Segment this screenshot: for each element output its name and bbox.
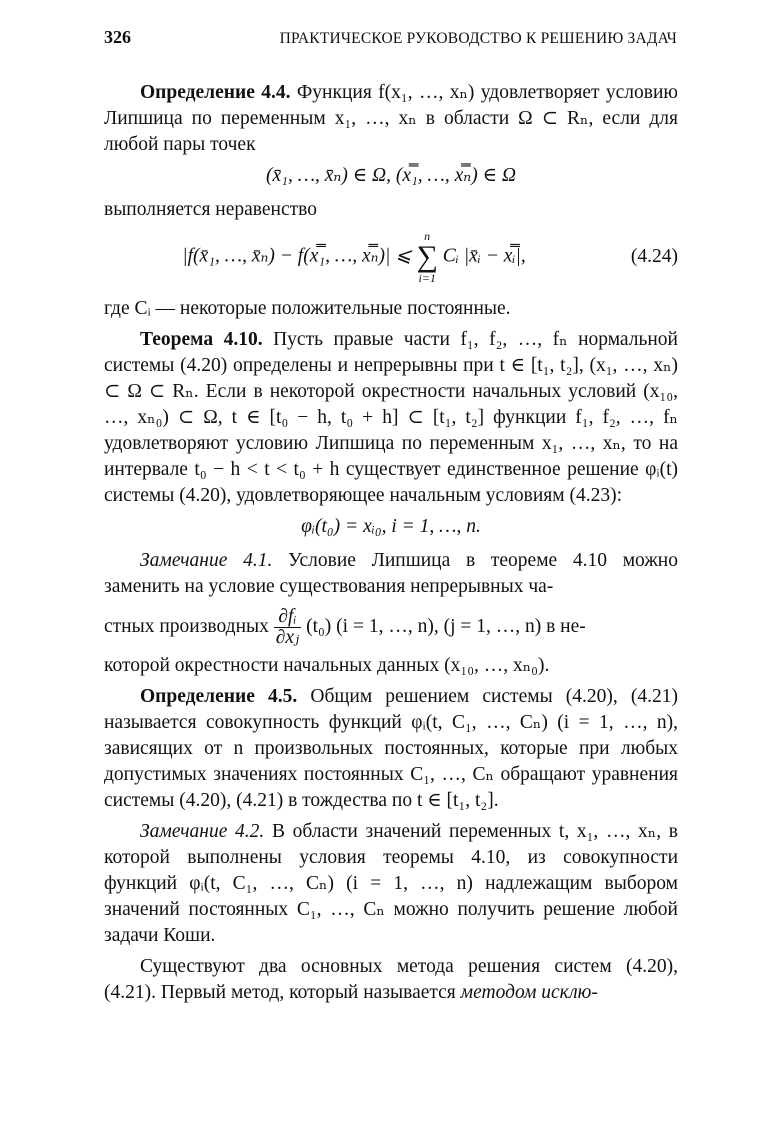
definition-4-5-text: Общим решением системы (4.20), (4.21) называется совокупность функций φᵢ(t, C₁, …, Cₙ) (i = 1, …, n), зависящих от n произвольных постоянных, которые при любых допустимых значениях постоянных C₁, …, Cₙ обращают уравнения системы (4.20), (4.21) в тождества по t ∈ [t₁, t₂]. [104,686,678,811]
remark-4-1-tail: которой окрестности начальных данных (x₁₀, …, xₙ₀). [104,655,550,676]
remark-4-1-text: Условие Липшица в теореме 4.10 можно заменить на условие существования непрерывных ча- [104,550,678,597]
remark-4-1 [104,548,678,600]
inequality-intro: выполняется неравенство [104,199,317,220]
partial-derivatives-lead: стных производных [104,616,269,637]
summation-sign: ∑ [416,240,438,273]
running-title: ПРАКТИЧЕСКОЕ РУКОВОДСТВО К РЕШЕНИЮ ЗАДАЧ [279,30,677,47]
page-number: 326 [104,27,131,47]
remark-4-2-text: В области значений переменных t, x₁, …, xₙ, в которой выполнены условия теоремы 4.10, из совокупности функций φᵢ(t, C₁, …, Cₙ) (i = 1, …, n) надлежащим выбором значений постоянных C₁, …, Cₙ можно получить решение любой задачи Коши. [104,821,678,946]
equation-4-24-rhs: Cᵢ |x̄ᵢ − x̿ᵢ|, [442,245,526,267]
page-header [104,27,677,51]
definition-4-5 [104,684,678,814]
summation-upper: n [424,229,431,243]
theorem-4-10-text: Пусть правые части f₁, f₂, …, fₙ нормальной системы (4.20) определены и непрерывны при t ∈ [t₁, t₂], (x₁, …, xₙ) ⊂ Ω ⊂ Rₙ. Если в некоторой окрестности начальных условий (x₁₀, …, xₙ₀) ⊂ Ω, t ∈ [t₀ − h, t₀ + h] ⊂ [t₁, t₂] функции f₁, f₂, …, fₙ удовлетворяют условию Липшица по переменным x₁, …, xₙ, то на интервале t₀ − h < t < t₀ + h существует единственное решение φᵢ(t) системы (4.20), удовлетворяющее начальным условиям (4.23): [104,329,678,506]
equation-4-24-formula [104,229,604,285]
theorem-4-10-label: Теорема 4.10. [140,329,263,350]
remark-4-2 [104,819,678,949]
page-body [104,80,678,1011]
initial-conditions-formula: φᵢ(t₀) = xᵢ₀, i = 1, …, n. [301,516,481,537]
methods-paragraph [104,954,678,1006]
partial-derivatives-line [104,605,678,649]
equation-4-24-lhs: |f(x̄₁, …, x̄ₙ) − f(x̿₁, …, x̿ₙ)| ⩽ [182,245,412,267]
definition-4-4-text: Функция f(x₁, …, xₙ) удовлетворяет условию Липшица по переменным x₁, …, xₙ в области Ω ⊂ Rₙ, если для любой пары точек [104,82,678,155]
constants-note: где Cᵢ — некоторые положительные постоянные. [104,298,511,319]
definition-4-5-label: Определение 4.5. [140,686,298,707]
partial-derivatives-rest: (t₀) (i = 1, …, n), (j = 1, …, n) в не- [306,616,586,637]
summation-lower: i=1 [418,271,436,285]
partial-derivative-fraction [274,607,301,648]
remark-4-1-label: Замечание 4.1. [140,550,273,571]
definition-4-4 [104,80,678,158]
methods-text: Существуют два основных метода решения систем (4.20), (4.21). Первый метод, который называется [104,956,678,1003]
methods-italic: методом исклю- [460,982,598,1003]
theorem-4-10 [104,327,678,509]
remark-4-2-label: Замечание 4.2. [140,821,265,842]
definition-4-4-label: Определение 4.4. [140,82,291,103]
points-formula: (x̄₁, …, x̄ₙ) ∈ Ω, (x̿₁, …, x̿ₙ) ∈ Ω [266,165,516,186]
fraction-denominator: ∂xⱼ [275,627,300,649]
equation-4-24 [104,228,678,286]
summation [416,229,437,285]
fraction-numerator: ∂fᵢ [274,607,301,628]
equation-4-24-number: (4.24) [630,246,678,267]
